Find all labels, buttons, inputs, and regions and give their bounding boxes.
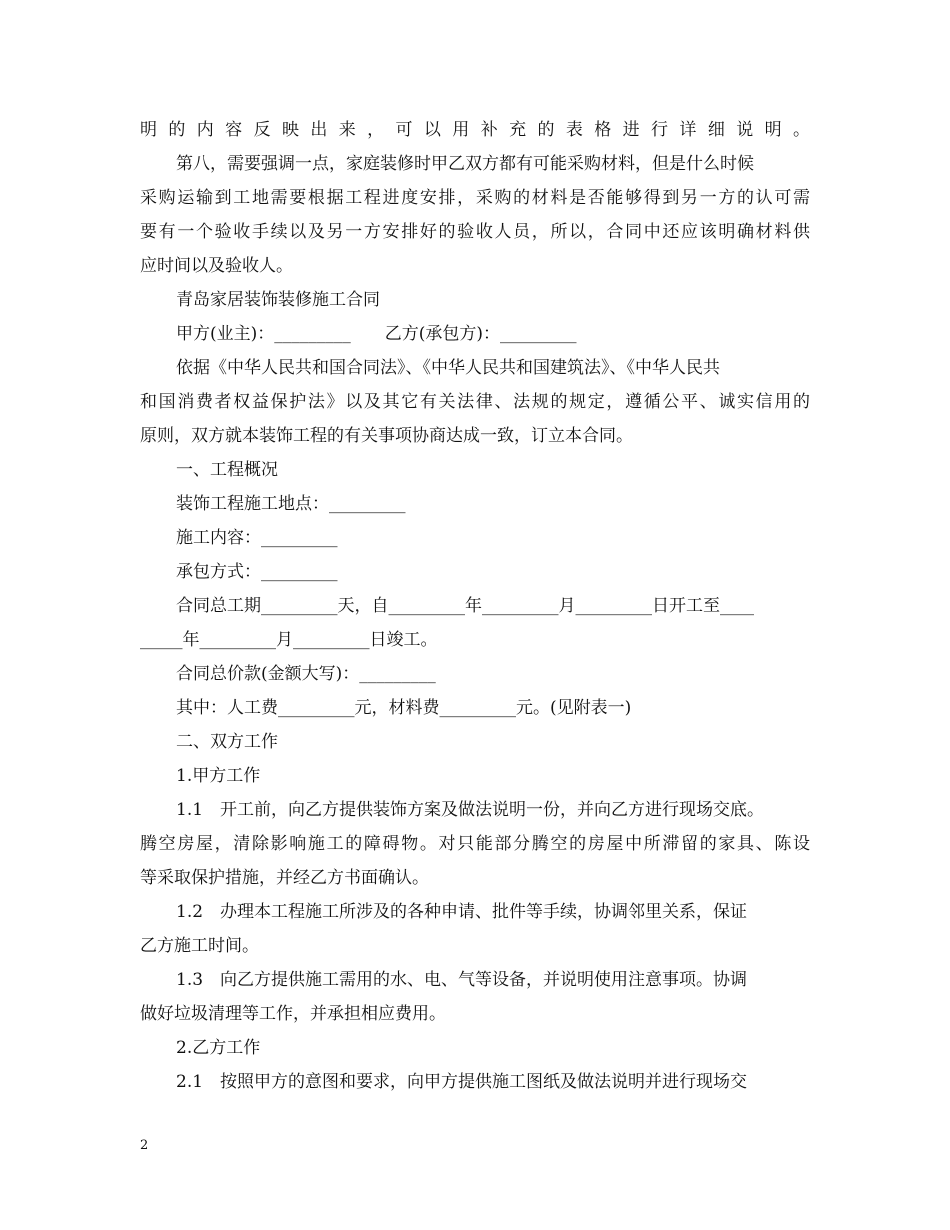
form-field-line: 承包方式：_________ bbox=[176, 562, 338, 582]
text-line: 等采取保护措施，并经乙方书面确认。 bbox=[140, 868, 429, 888]
subsection-heading: 1.甲方工作 bbox=[176, 766, 261, 786]
form-field-line: 装饰工程施工地点：_________ bbox=[176, 494, 406, 514]
text-line: 做好垃圾清理等工作，并承担相应费用。 bbox=[140, 1004, 446, 1024]
text-line: 腾空房屋，清除影响施工的障碍物。对只能部分腾空的房屋中所滞留的家具、陈设 bbox=[140, 834, 810, 854]
section-heading: 一、工程概况 bbox=[176, 460, 278, 480]
text-line: 原则，双方就本装饰工程的有关事项协商达成一致，订立本合同。 bbox=[140, 426, 633, 446]
contract-title: 青岛家居装饰装修施工合同 bbox=[176, 290, 380, 310]
text-line: 采购运输到工地需要根据工程进度安排，采购的材料是否能够得到另一方的认可需 bbox=[140, 188, 810, 208]
form-field-line: 其中：人工费_________元，材料费_________元。(见附表一) bbox=[176, 698, 632, 718]
text-line: 明的内容反映出来，可以用补充的表格进行详细说明。 bbox=[140, 120, 810, 140]
form-field-line: 合同总价款(金额大写)：_________ bbox=[176, 664, 436, 684]
section-heading: 二、双方工作 bbox=[176, 732, 278, 752]
text-line: 乙方施工时间。 bbox=[140, 936, 259, 956]
text-line: 1.1 开工前，向乙方提供装饰方案及做法说明一份，并向乙方进行现场交底。 bbox=[176, 800, 765, 820]
text-line: 应时间以及验收人。 bbox=[140, 256, 293, 276]
form-field-line: _____年_________月_________日竣工。 bbox=[140, 630, 438, 650]
form-field-line: 合同总工期_________天，自_________年_________月_________日开工至____ bbox=[176, 596, 754, 616]
text-line: 1.2 办理本工程施工所涉及的各种申请、批件等手续，协调邻里关系，保证 bbox=[176, 902, 748, 922]
parties-line: 甲方(业主)：_________ 乙方(承包方)：_________ bbox=[176, 324, 577, 344]
subsection-heading: 2.乙方工作 bbox=[176, 1038, 261, 1058]
page-number: 2 bbox=[140, 1138, 149, 1153]
text-line: 要有一个验收手续以及另一方安排好的验收人员，所以，合同中还应该明确材料供 bbox=[140, 222, 810, 242]
form-field-line: 施工内容：_________ bbox=[176, 528, 338, 548]
text-line: 依据《中华人民共和国合同法》、《中华人民共和国建筑法》、《中华人民共 bbox=[176, 358, 720, 378]
text-line: 和国消费者权益保护法》以及其它有关法律、法规的规定，遵循公平、诚实信用的 bbox=[140, 392, 810, 412]
text-line: 2.1 按照甲方的意图和要求，向甲方提供施工图纸及做法说明并进行现场交 bbox=[176, 1072, 748, 1092]
text-line: 第八，需要强调一点，家庭装修时甲乙双方都有可能采购材料，但是什么时候 bbox=[176, 154, 754, 174]
text-line: 1.3 向乙方提供施工需用的水、电、气等设备，并说明使用注意事项。协调 bbox=[176, 970, 748, 990]
